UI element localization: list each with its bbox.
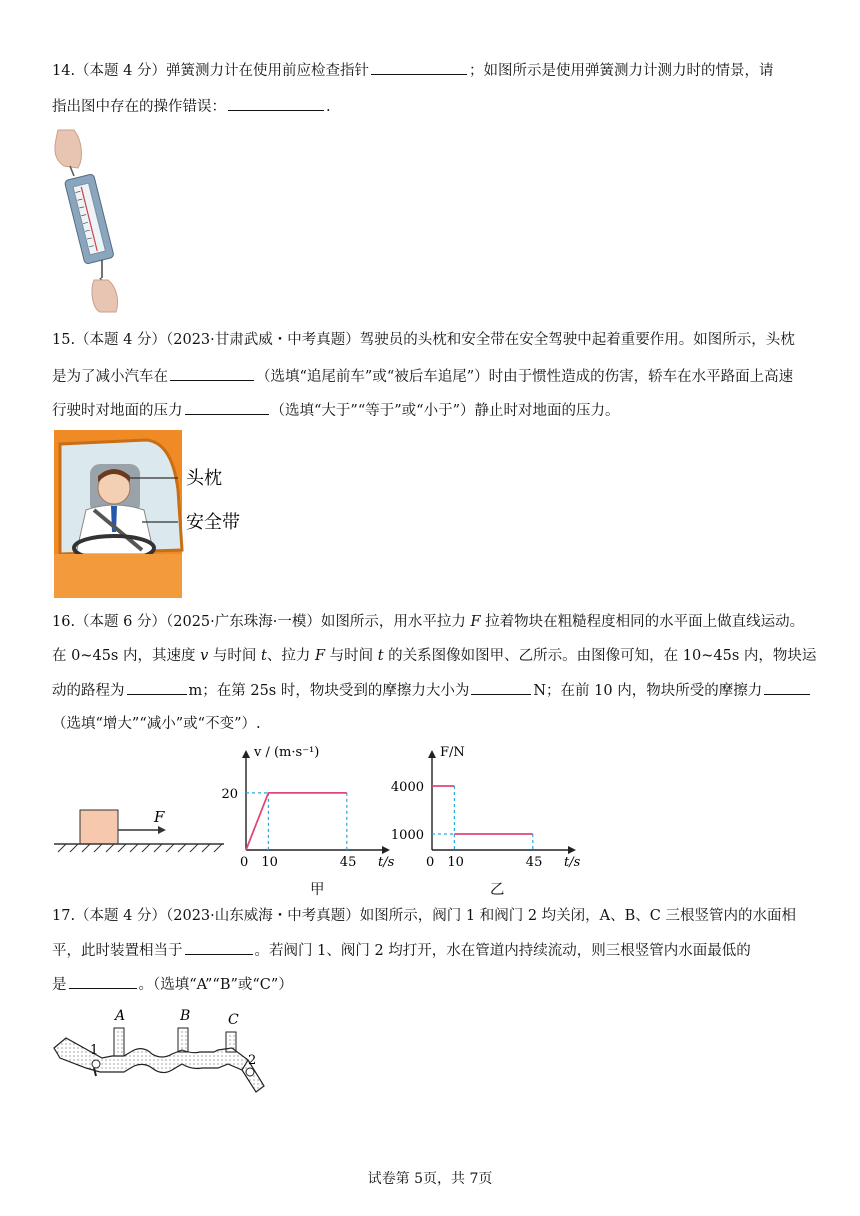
spring-scale-body bbox=[64, 174, 114, 265]
q16-line1 bbox=[52, 612, 804, 632]
q16-text: 、拉力 bbox=[266, 648, 311, 664]
tube-b bbox=[178, 1028, 188, 1052]
velocity-time-chart bbox=[220, 738, 400, 870]
spring-scale-figure bbox=[44, 128, 134, 314]
q16-text: 与时间 bbox=[212, 648, 257, 664]
y-axis-arrow-icon bbox=[428, 750, 436, 758]
q16-text: 拉着物块在粗糙程度相同的水平面上做直线运动。 bbox=[485, 614, 805, 630]
q17-text: 。（选填“A”“B”或“C”） bbox=[138, 977, 293, 993]
y-tick-label: 20 bbox=[221, 786, 238, 802]
q16-text: N；在前 10 内，物块所受的摩擦力 bbox=[533, 683, 763, 699]
q16-text: （选填“增大”“减小”或“不变”）. bbox=[52, 716, 261, 732]
q15-text: （选填“追尾前车”或“被后车追尾”）时由于惯性造成的伤害，轿车在水平路面上高速 bbox=[256, 369, 794, 385]
q17-line1 bbox=[52, 906, 796, 926]
q14-line1 bbox=[52, 60, 774, 81]
y-axis-label: v / (m·s⁻¹) bbox=[254, 745, 320, 760]
q16-var: t bbox=[261, 648, 267, 664]
q16-var: F bbox=[470, 614, 481, 630]
block-shape bbox=[80, 810, 118, 844]
velocity-series-line bbox=[246, 793, 347, 850]
y-axis-label: F/N bbox=[440, 745, 465, 760]
x-tick-label: 10 bbox=[447, 855, 464, 870]
q16-line2 bbox=[52, 646, 816, 666]
q14-text: 指出图中存在的操作错误： bbox=[52, 99, 226, 115]
origin-label: 0 bbox=[240, 855, 249, 870]
water-pipe bbox=[54, 1038, 248, 1073]
valve-2-icon[interactable] bbox=[246, 1068, 254, 1076]
q15-line2 bbox=[52, 366, 793, 387]
x-axis-arrow-icon bbox=[568, 846, 576, 854]
y-tick-label: 1000 bbox=[390, 828, 424, 843]
x-tick-label: 10 bbox=[261, 855, 278, 870]
answer-blank[interactable] bbox=[185, 400, 269, 415]
q16-text: 动的路程为 bbox=[52, 683, 125, 699]
x-axis-arrow-icon bbox=[382, 846, 390, 854]
seatbelt-label: 安全带 bbox=[186, 512, 240, 533]
lower-hand-icon bbox=[92, 280, 118, 312]
q16-var: F bbox=[314, 648, 326, 664]
q14-text: . bbox=[326, 99, 331, 115]
q15-line1 bbox=[52, 330, 795, 350]
arrow-head-icon bbox=[158, 826, 166, 834]
q16-var: t bbox=[377, 648, 384, 664]
q16-line4 bbox=[52, 714, 261, 734]
chart-a-caption: 甲 bbox=[310, 882, 325, 898]
q16-var: v bbox=[200, 648, 209, 664]
answer-blank[interactable] bbox=[69, 974, 137, 989]
q15-text: 行驶时对地面的压力 bbox=[52, 403, 183, 419]
answer-blank[interactable] bbox=[127, 680, 187, 695]
q17-text: 。若阀门 1、阀门 2 均打开，水在管道内持续流动，则三根竖管内水面最低的 bbox=[254, 943, 751, 959]
answer-blank[interactable] bbox=[371, 60, 467, 75]
valve-1-icon[interactable] bbox=[92, 1060, 100, 1068]
valve-1-label: 1 bbox=[90, 1043, 99, 1058]
answer-blank[interactable] bbox=[471, 680, 531, 695]
upper-hand-icon bbox=[55, 130, 82, 168]
tube-c bbox=[226, 1032, 236, 1052]
q16-text: m；在第 25s 时，物块受到的摩擦力大小为 bbox=[188, 683, 470, 699]
y-tick-label: 4000 bbox=[390, 780, 424, 795]
y-axis-arrow-icon bbox=[242, 750, 250, 758]
tube-a-label: A bbox=[115, 1008, 126, 1024]
q14-text: 14.（本题 4 分）弹簧测力计在使用前应检查指针 bbox=[52, 63, 370, 79]
q16-line3 bbox=[52, 680, 812, 701]
x-axis-label: t/s bbox=[378, 855, 395, 870]
x-axis-label: t/s bbox=[564, 855, 581, 870]
x-tick-label: 45 bbox=[525, 855, 543, 870]
chart-b-caption: 乙 bbox=[490, 882, 505, 898]
q14-line2 bbox=[52, 96, 331, 117]
answer-blank[interactable] bbox=[228, 96, 324, 111]
q16-text: 16.（本题 6 分）（2025·广东珠海·一模）如图所示，用水平拉力 bbox=[52, 614, 466, 630]
connected-pipes-figure bbox=[52, 1002, 274, 1098]
q17-line2 bbox=[52, 940, 751, 961]
q16-text: 在 0~45s 内，其速度 bbox=[52, 648, 196, 664]
answer-blank[interactable] bbox=[185, 940, 253, 955]
page-footer: 试卷第 5页，共 7页 bbox=[367, 1171, 493, 1187]
force-time-chart bbox=[390, 738, 590, 870]
q14-text: ；如图所示是使用弹簧测力计测力时的情景，请 bbox=[469, 63, 774, 79]
tube-a bbox=[114, 1028, 124, 1056]
tube-b-label: B bbox=[180, 1008, 191, 1024]
tube-c-label: C bbox=[228, 1012, 239, 1028]
q15-text: 是为了减小汽车在 bbox=[52, 369, 168, 385]
q15-line3 bbox=[52, 400, 619, 421]
force-label: F bbox=[154, 808, 165, 826]
q17-text: 平，此时装置相当于 bbox=[52, 943, 183, 959]
q16-text: 与时间 bbox=[329, 648, 374, 664]
origin-label: 0 bbox=[426, 855, 435, 870]
q17-line3 bbox=[52, 974, 293, 995]
valve-2-label: 2 bbox=[248, 1053, 257, 1068]
answer-blank[interactable] bbox=[170, 366, 254, 381]
q15-text: （选填“大于”“等于”或“小于”）静止时对地面的压力。 bbox=[270, 403, 620, 419]
headrest-label: 头枕 bbox=[186, 468, 222, 489]
x-tick-label: 45 bbox=[339, 855, 357, 870]
q17-text: 17.（本题 4 分）（2023·山东威海・中考真题）如图所示，阀门 1 和阀门 2 均关闭，A、B、C 三根竖管内的水面相 bbox=[52, 908, 796, 924]
q15-text: 15.（本题 4 分）（2023·甘肃武威・中考真题）驾驶员的头枕和安全带在安全驾驶中起着重要作用。如图所示，头枕 bbox=[52, 332, 795, 348]
block-figure bbox=[54, 796, 226, 858]
q16-text: 的关系图像如图甲、乙所示。由图像可知，在 10~45s 内，物块运 bbox=[388, 648, 817, 664]
answer-blank[interactable] bbox=[764, 680, 810, 695]
q17-text: 是 bbox=[52, 977, 67, 993]
driver-figure bbox=[54, 430, 264, 598]
